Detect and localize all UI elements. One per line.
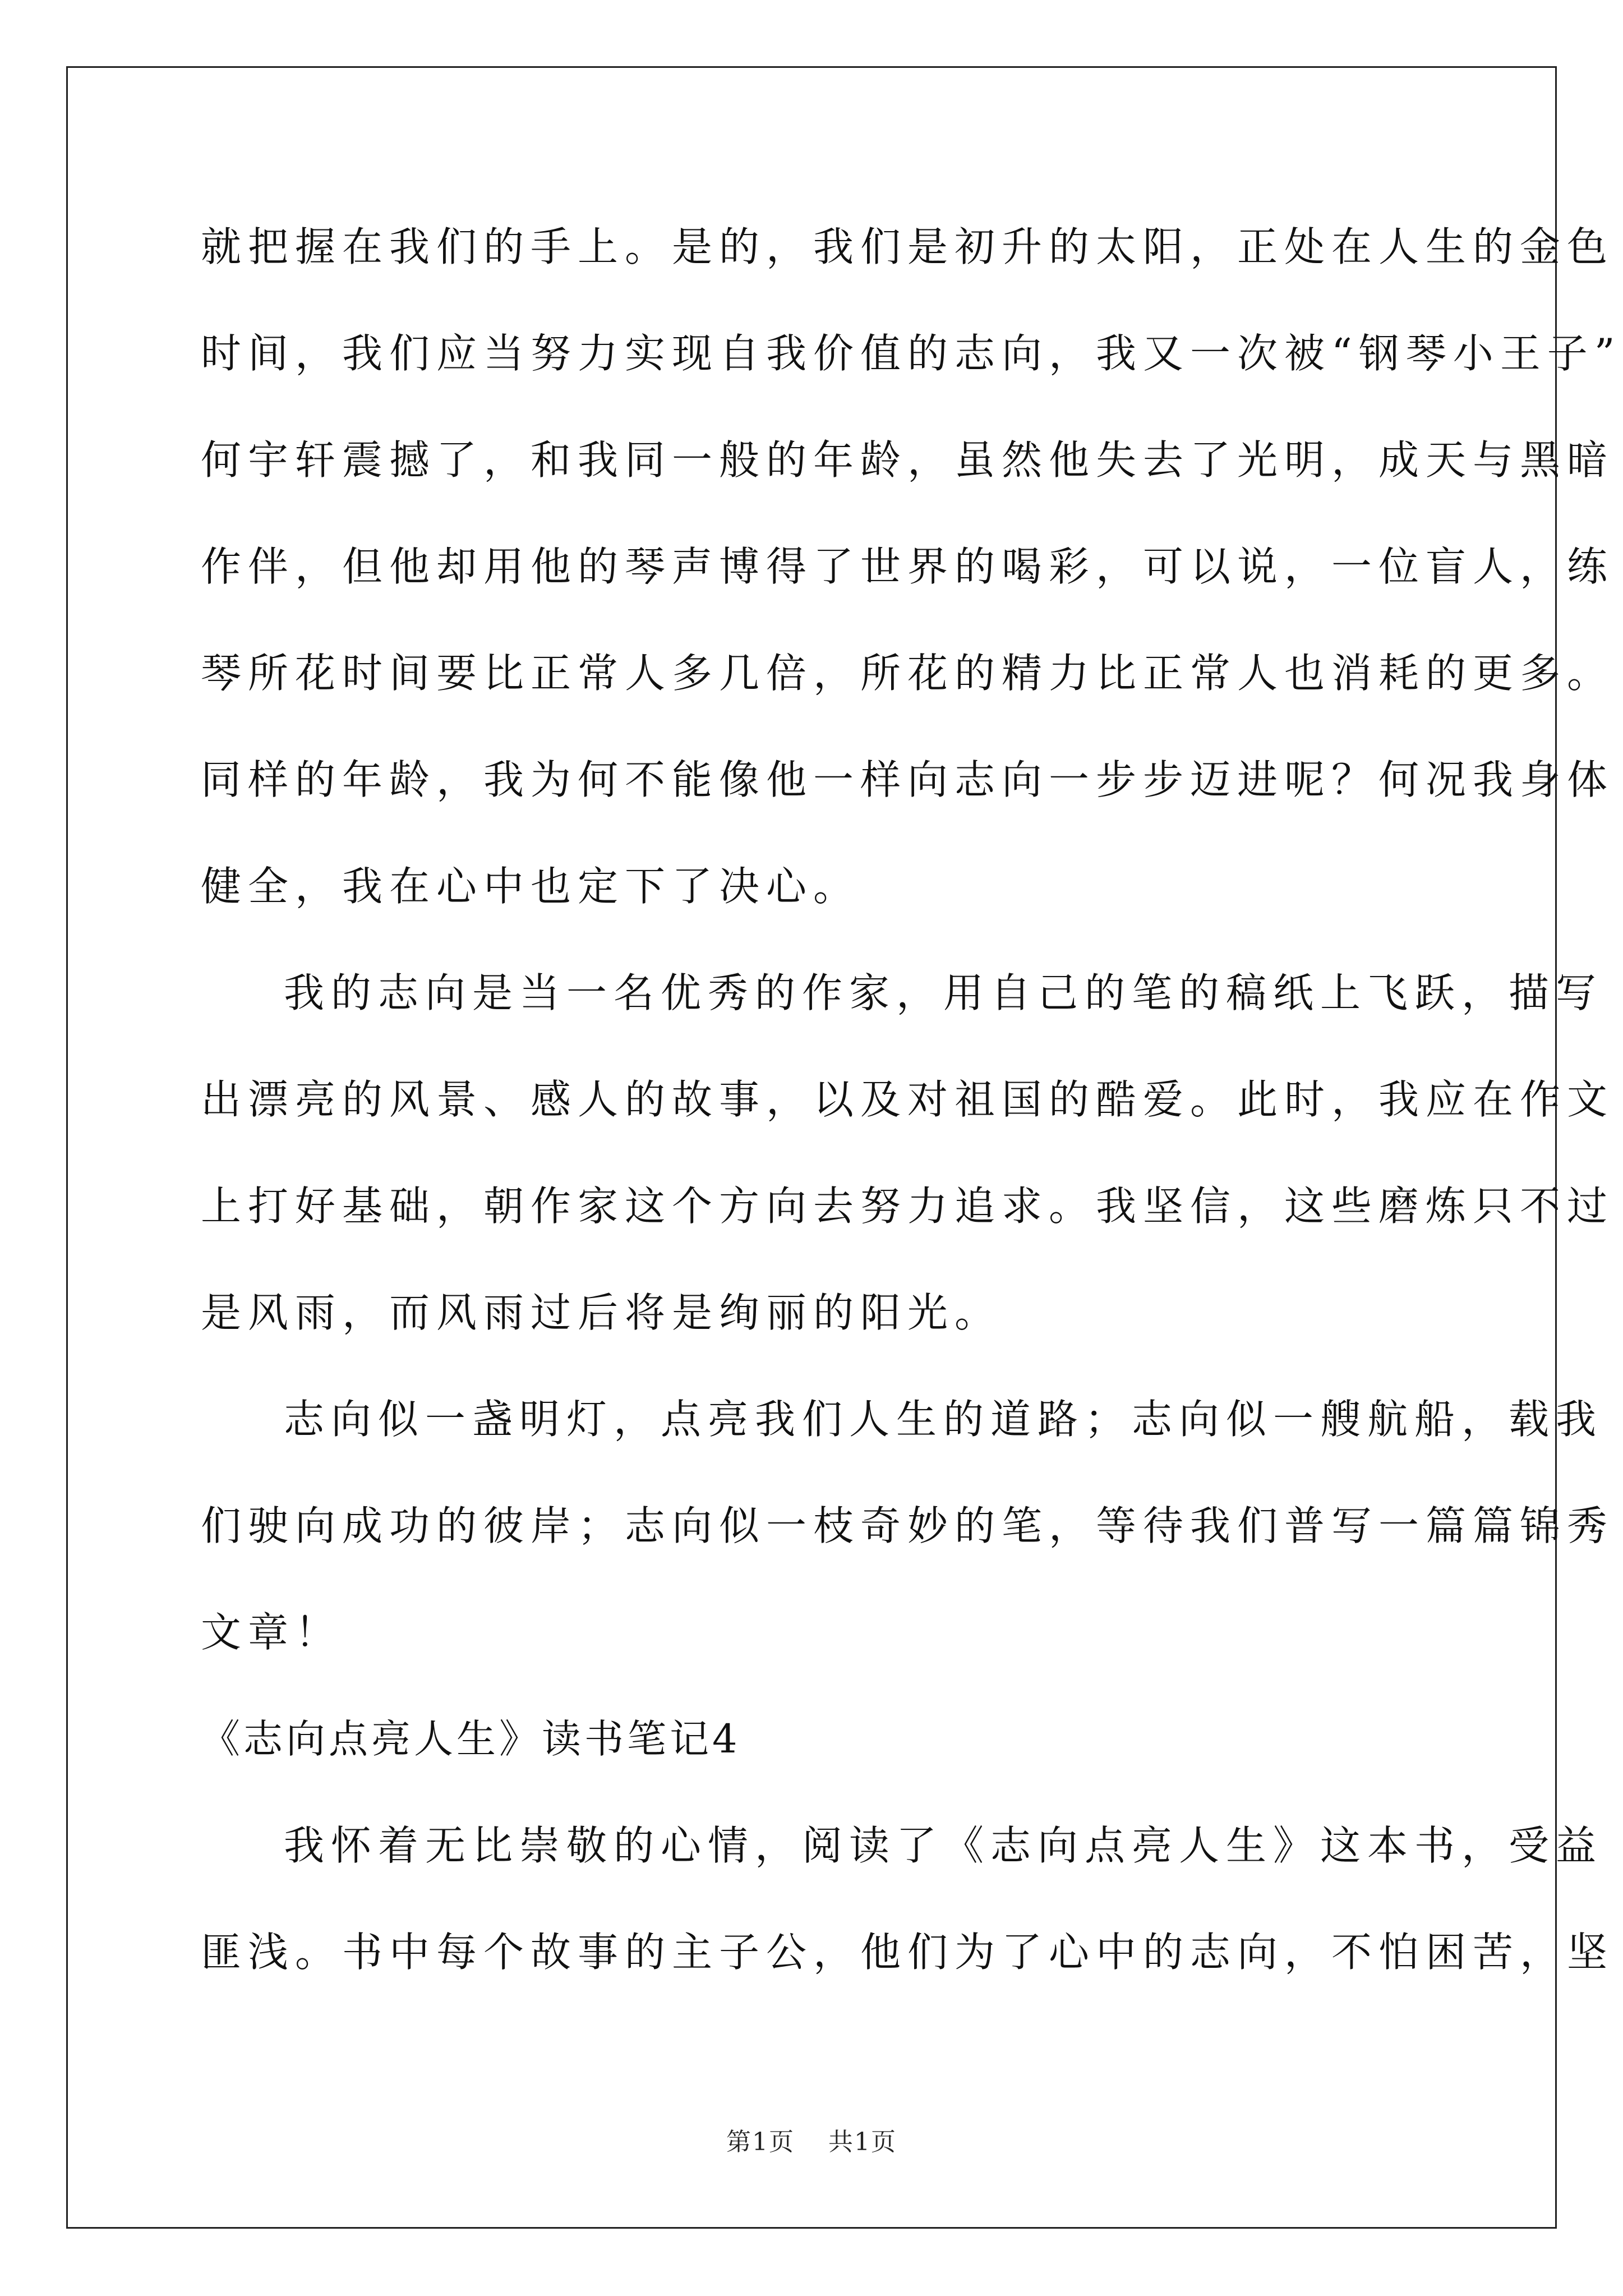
section-heading: 《志向点亮人生》读书笔记4 xyxy=(201,1716,741,1762)
page-border xyxy=(66,66,1557,2229)
page-number-current: 第1页 xyxy=(726,2128,795,2156)
paragraph-3-line-3: 文章！ xyxy=(201,1609,343,1656)
paragraph-4-line-1: 我怀着无比崇敬的心情，阅读了《志向点亮人生》这本书，受益 xyxy=(284,1822,1603,1869)
paragraph-2-line-1: 我的志向是当一名优秀的作家，用自己的笔的稿纸上飞跃，描写 xyxy=(284,969,1603,1016)
paragraph-1-line-3: 何宇轩震撼了，和我同一般的年龄，虽然他失去了光明，成天与黑暗 xyxy=(201,436,1615,484)
paragraph-1-line-6: 同样的年龄，我为何不能像他一样向志向一步步迈进呢？何况我身体 xyxy=(201,756,1615,803)
paragraph-1-line-4: 作伴，但他却用他的琴声博得了世界的喝彩，可以说，一位盲人，练 xyxy=(201,543,1615,590)
paragraph-1-line-5: 琴所花时间要比正常人多几倍，所花的精力比正常人也消耗的更多。 xyxy=(201,650,1615,697)
paragraph-2-line-4: 是风雨，而风雨过后将是绚丽的阳光。 xyxy=(201,1289,1002,1336)
paragraph-3-line-1: 志向似一盏明灯，点亮我们人生的道路；志向似一艘航船，载我 xyxy=(284,1396,1603,1443)
paragraph-1-line-1: 就把握在我们的手上。是的，我们是初升的太阳，正处在人生的金色 xyxy=(201,223,1615,270)
paragraph-4-line-2: 匪浅。书中每个故事的主子公，他们为了心中的志向，不怕困苦，坚 xyxy=(201,1929,1615,1976)
paragraph-3-line-2: 们驶向成功的彼岸；志向似一枝奇妙的笔，等待我们普写一篇篇锦秀 xyxy=(201,1502,1615,1549)
paragraph-2-line-3: 上打好基础，朝作家这个方向去努力追求。我坚信，这些磨炼只不过 xyxy=(201,1182,1615,1230)
paragraph-1-line-7: 健全，我在心中也定下了决心。 xyxy=(201,863,861,910)
page-footer xyxy=(0,2128,1623,2156)
page-number-total: 共1页 xyxy=(828,2128,897,2156)
paragraph-2-line-2: 出漂亮的风景、感人的故事，以及对祖国的酷爱。此时，我应在作文 xyxy=(201,1076,1615,1123)
paragraph-1-line-2: 时间，我们应当努力实现自我价值的志向，我又一次被“钢琴小王子” xyxy=(201,330,1622,377)
